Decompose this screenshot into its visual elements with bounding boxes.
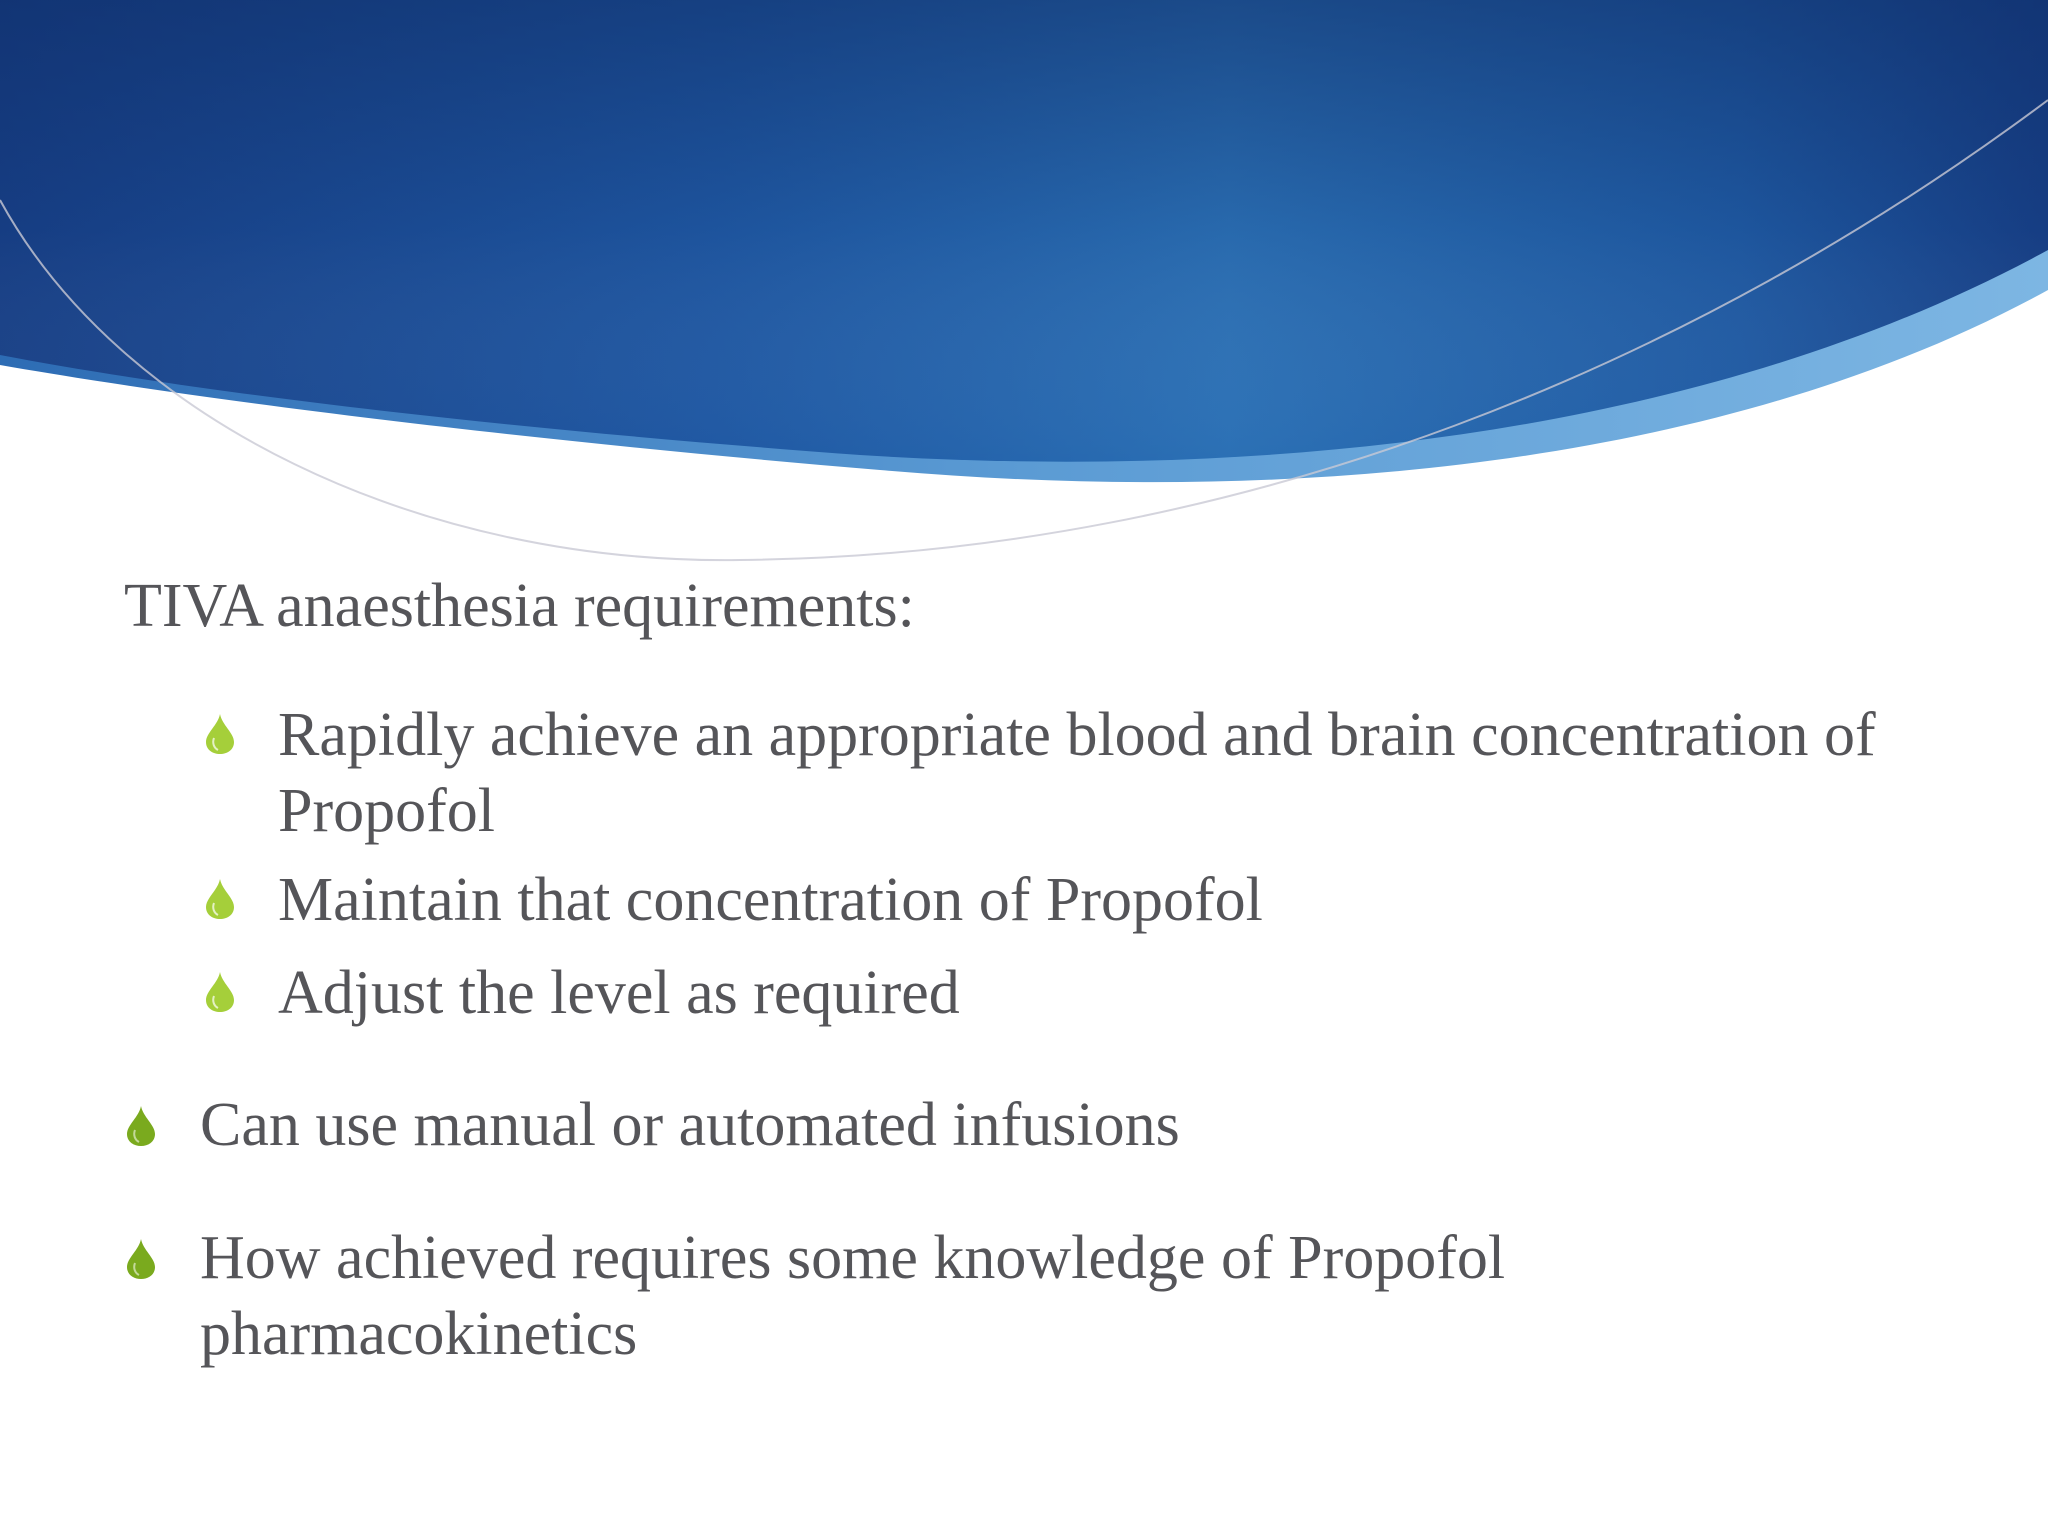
bullet-text: Can use manual or automated infusions	[200, 1091, 1180, 1159]
droplet-icon	[205, 878, 235, 920]
droplet-icon	[205, 971, 235, 1013]
droplet-icon	[126, 1105, 156, 1147]
droplet-icon	[126, 1238, 156, 1280]
droplet-icon	[205, 713, 235, 755]
bullet-item	[200, 1087, 1980, 1163]
sub-bullet-text: Maintain that concentration of Propofol	[278, 866, 1263, 934]
bullet-item	[200, 1220, 1800, 1372]
sub-bullet-item	[278, 862, 1998, 938]
slide-heading: TIVA anaesthesia requirements:	[124, 572, 915, 640]
sub-bullet-text: Rapidly achieve an appropriate blood and brain concentration of Propofol	[278, 701, 1876, 845]
sub-bullet-item	[278, 955, 1998, 1031]
bullet-text: How achieved requires some knowledge of Propofol pharmacokinetics	[200, 1224, 1506, 1368]
sub-bullet-text: Adjust the level as required	[278, 959, 960, 1027]
sub-bullet-item	[278, 697, 1998, 849]
